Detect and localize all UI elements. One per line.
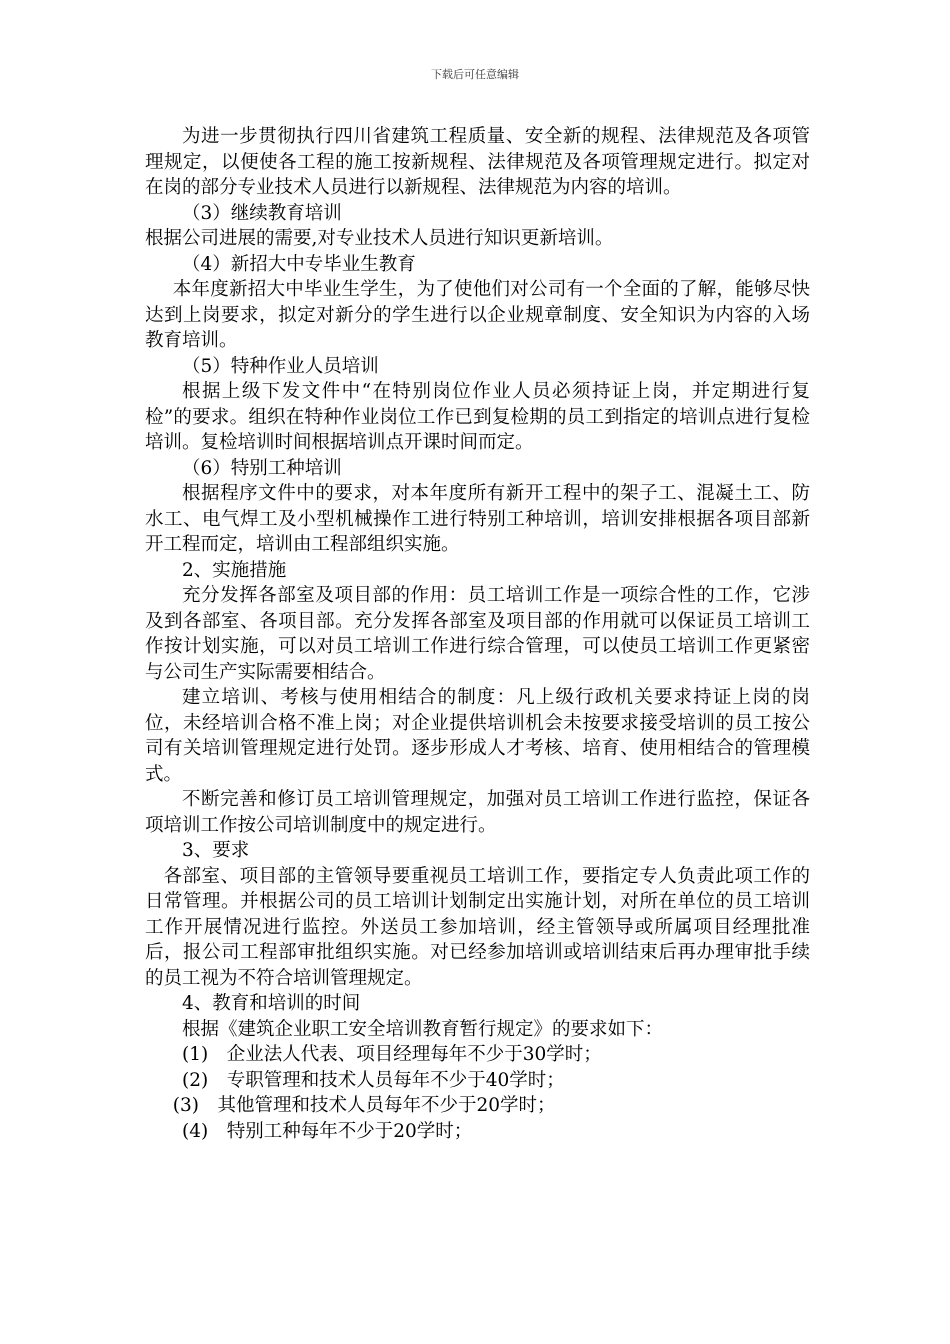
paragraph-implementation-2: 建立培训、考核与使用相结合的制度：凡上级行政机关要求持证上岗的岗位，未经培训合格不准上岗；对企业提供培训机会未按要求接受培训的员工按公司有关培训管理规定进行处罚。逐步形成人才考核、培育、使用相结合的管理模式。 <box>145 687 810 785</box>
paragraph-implementation-1: 充分发挥各部室及项目部的作用：员工培训工作是一项综合性的工作，它涉及到各部室、各项目部。充分发挥各部室及项目部的作用就可以保证员工培训工作按计划实施，可以对员工培训工作进行综合管理，可以使员工培训工作更紧密与公司生产实际需要相结合。 <box>145 585 810 683</box>
paragraph-intro: 为进一步贯彻执行四川省建筑工程质量、安全新的规程、法律规范及各项管理规定，以便使各工程的施工按新规程、法律规范及各项管理规定进行。拟定对在岗的部分专业技术人员进行以新规程、法律规范为内容的培训。 <box>145 126 810 198</box>
paragraph-requirements: 各部室、项目部的主管领导要重视员工培训工作，要指定专人负责此项工作的日常管理。并根据公司的员工培训计划制定出实施计划，对所在单位的员工培训工作开展情况进行监控。外送员工参加培训，经主管领导或所属项目经理批准后，报公司工程部审批组织实施。对已经参加培训或培训结束后再办理审批手续的员工视为不符合培训管理规定。 <box>145 865 810 989</box>
page-header: 下载后可任意编辑 <box>431 68 519 81</box>
paragraph-special-operators: 根据上级下发文件中“在特别岗位作业人员必须持证上岗，并定期进行复检”的要求。组织在特种作业岗位工作已到复检期的员工到指定的培训点进行复检培训。复检培训时间根据培训点开课时间而定。 <box>145 381 810 453</box>
paragraph-new-graduates: 本年度新招大中毕业生学生，为了使他们对公司有一个全面的了解，能够尽快达到上岗要求，拟定对新分的学生进行以企业规章制度、安全知识为内容的入场教育培训。 <box>145 279 810 351</box>
document-body <box>145 124 810 1144</box>
paragraph-special-trades: 根据程序文件中的要求，对本年度所有新开工程中的架子工、混凝土工、防水工、电气焊工及小型机械操作工进行特别工种培训，培训安排根据各项目部新开工程而定，培训由工程部组织实施。 <box>145 483 810 555</box>
heading-new-graduates: （4）新招大中专毕业生教育 <box>182 253 416 275</box>
heading-special-operators: （5）特种作业人员培训 <box>182 355 379 377</box>
heading-special-trades: （6）特别工种培训 <box>182 457 342 479</box>
training-hours-list <box>145 1042 810 1144</box>
list-item: (1) 企业法人代表、项目经理每年不少于30学时； <box>182 1044 602 1065</box>
heading-training-time: 4、教育和培训的时间 <box>182 993 361 1014</box>
paragraph-implementation-3: 不断完善和修订员工培训管理规定，加强对员工培训工作进行监控，保证各项培训工作按公司培训制度中的规定进行。 <box>145 789 810 836</box>
list-item: (4) 特别工种每年不少于20学时； <box>182 1120 473 1142</box>
paragraph-continuing-education: 根据公司进展的需要,对专业技术人员进行知识更新培训。 <box>145 228 614 249</box>
heading-implementation: 2、实施措施 <box>182 559 287 581</box>
heading-continuing-education: （3）继续教育培训 <box>182 202 342 224</box>
list-item: (3) 其他管理和技术人员每年不少于20学时； <box>172 1095 556 1116</box>
list-item: (2) 专职管理和技术人员每年不少于40学时； <box>182 1069 565 1091</box>
heading-requirements: 3、要求 <box>182 840 250 861</box>
paragraph-training-time: 根据《建筑企业职工安全培训教育暂行规定》的要求如下： <box>182 1018 664 1040</box>
